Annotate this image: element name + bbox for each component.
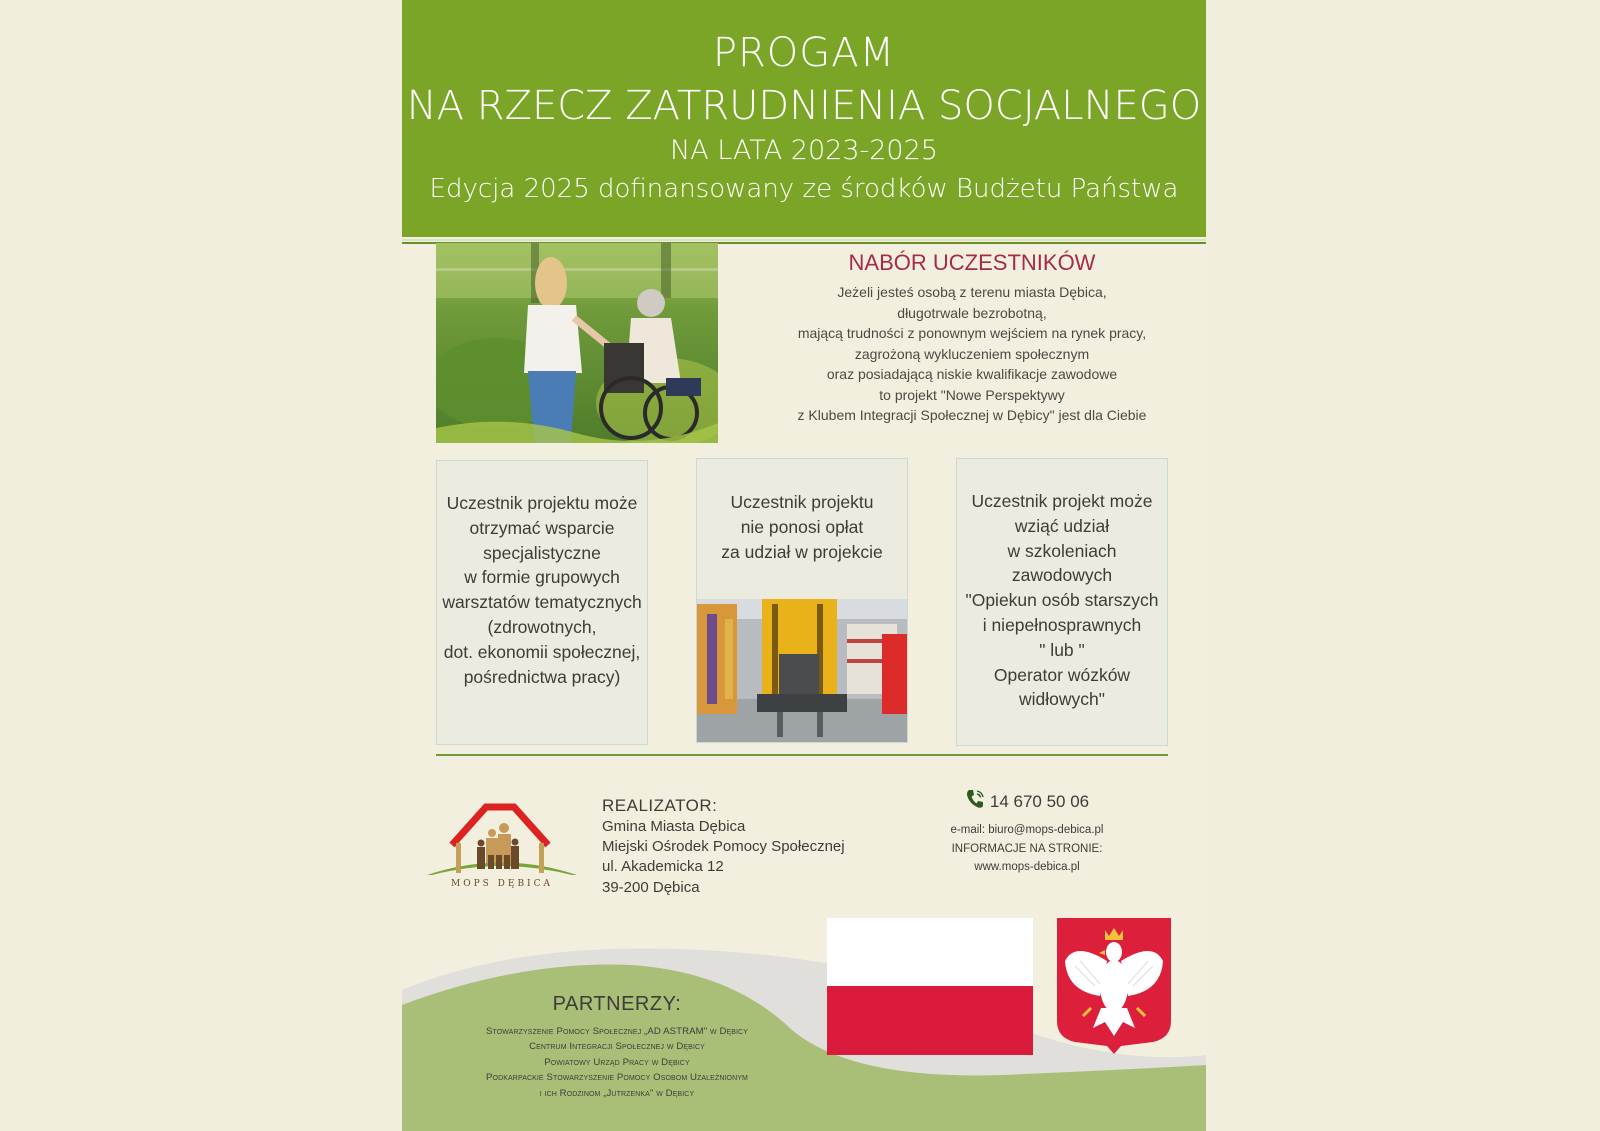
box-line: Uczestnik projekt może bbox=[971, 491, 1153, 511]
logo-text: MOPS DĘBICA bbox=[450, 879, 554, 889]
box-line: " lub " bbox=[1039, 639, 1085, 660]
program-years: NA LATA 2023-2025 bbox=[670, 135, 938, 166]
recruitment-line: długotrwale bezrobotną, bbox=[897, 304, 1047, 321]
flag-red-stripe bbox=[827, 986, 1033, 1055]
poster-page bbox=[402, 0, 1206, 1131]
recruitment-title: NABÓR UCZESTNIKÓW bbox=[848, 250, 1096, 275]
phone-icon bbox=[965, 788, 985, 815]
realizator-line: Gmina Miasta Dębica bbox=[602, 818, 746, 835]
program-title-line1: PROGAM bbox=[712, 30, 896, 76]
box-line: wziąć udział bbox=[1014, 515, 1110, 536]
partner-item: Centrum Integracji Społecznej w Dębicy bbox=[529, 1041, 705, 1053]
phone-number[interactable]: 14 670 50 06 bbox=[989, 791, 1090, 811]
partner-item: Podkarpackie Stowarzyszenie Pomocy Osobom Uzależnionym bbox=[486, 1072, 748, 1084]
recruitment-line: to projekt "Nowe Perspektywy bbox=[879, 386, 1065, 403]
realizator-title: REALIZATOR: bbox=[602, 796, 718, 815]
info-box-no-fees bbox=[696, 458, 908, 743]
realizator-line: 39-200 Dębica bbox=[602, 878, 700, 896]
recruitment-line: z Klubem Integracji Społecznej w Dębicy" jest dla Ciebie bbox=[797, 407, 1147, 423]
partners-title: PARTNERZY: bbox=[552, 993, 682, 1015]
section-divider bbox=[436, 754, 1168, 756]
program-funding-note: Edycja 2025 dofinansowany ze środków Budżetu Państwa bbox=[429, 174, 1179, 204]
website-link[interactable]: www.mops-debica.pl bbox=[974, 861, 1080, 873]
flag-white-stripe bbox=[827, 918, 1033, 986]
box-line: nie ponosi opłat bbox=[740, 516, 864, 537]
box-line: (zdrowotnych, bbox=[487, 616, 597, 637]
mops-debica-logo bbox=[422, 795, 582, 890]
recruitment-line: mającą trudności z ponownym wejściem na rynek pracy, bbox=[797, 325, 1147, 341]
box-line: w szkoleniach bbox=[1007, 540, 1117, 561]
program-title-line2: NA RZECZ ZATRUDNIENIA SOCJALNEGO bbox=[406, 83, 1202, 129]
box-line: zawodowych bbox=[1011, 565, 1113, 586]
box-line: warsztatów tematycznych bbox=[442, 592, 642, 613]
box-line: "Opiekun osób starszych bbox=[965, 590, 1159, 611]
recruitment-section bbox=[742, 250, 1202, 426]
realizator-line: Miejski Ośrodek Pomocy Społecznej bbox=[602, 838, 845, 856]
phone-row[interactable] bbox=[937, 788, 1117, 815]
info-box-support bbox=[436, 460, 648, 745]
header-banner bbox=[402, 0, 1206, 237]
box-line: Uczestnik projektu może bbox=[446, 493, 638, 513]
partners-section bbox=[442, 993, 792, 1101]
box-line: za udział w projekcie bbox=[721, 541, 883, 562]
box-line: specjalistyczne bbox=[483, 542, 601, 563]
recruitment-line: oraz posiadającą niskie kwalifikacje zawodowe bbox=[826, 366, 1118, 382]
partner-item: Stowarzyszenie Pomocy Społecznej „AD ASTRAM" w Dębicy bbox=[486, 1026, 748, 1037]
caregiver-wheelchair-photo bbox=[436, 243, 718, 443]
header-divider-light bbox=[402, 239, 1206, 241]
box-line: pośrednictwa pracy) bbox=[463, 666, 621, 687]
recruitment-line: Jeżeli jesteś osobą z terenu miasta Dębica, bbox=[837, 284, 1107, 300]
recruitment-line: zagrożoną wykluczeniem społecznym bbox=[854, 345, 1090, 362]
info-box-training bbox=[956, 458, 1168, 746]
polish-eagle-emblem-icon bbox=[1055, 916, 1173, 1056]
box-line: Uczestnik projektu bbox=[730, 492, 874, 512]
realizator-line: ul. Akademicka 12 bbox=[602, 858, 724, 876]
forklift-photo bbox=[697, 599, 907, 742]
box-line: Operator wózków bbox=[993, 664, 1131, 685]
box-line: w formie grupowych bbox=[464, 567, 620, 588]
box-line: dot. ekonomii społecznej, bbox=[443, 641, 641, 662]
email-text[interactable]: e-mail: biuro@mops-debica.pl bbox=[950, 824, 1104, 836]
box-line: i niepełnosprawnych bbox=[982, 614, 1142, 635]
partner-item: Powiatowy Urząd Pracy w Dębicy bbox=[544, 1056, 690, 1068]
polish-flag bbox=[827, 918, 1033, 1055]
partner-item: i ich Rodzinom „Jutrzenka" w Dębicy bbox=[539, 1087, 695, 1099]
box-line: otrzymać wsparcie bbox=[469, 517, 615, 538]
contact-section bbox=[937, 788, 1117, 877]
box-line: widłowych" bbox=[1019, 689, 1105, 710]
info-label: INFORMACJE NA STRONIE: bbox=[951, 842, 1103, 855]
